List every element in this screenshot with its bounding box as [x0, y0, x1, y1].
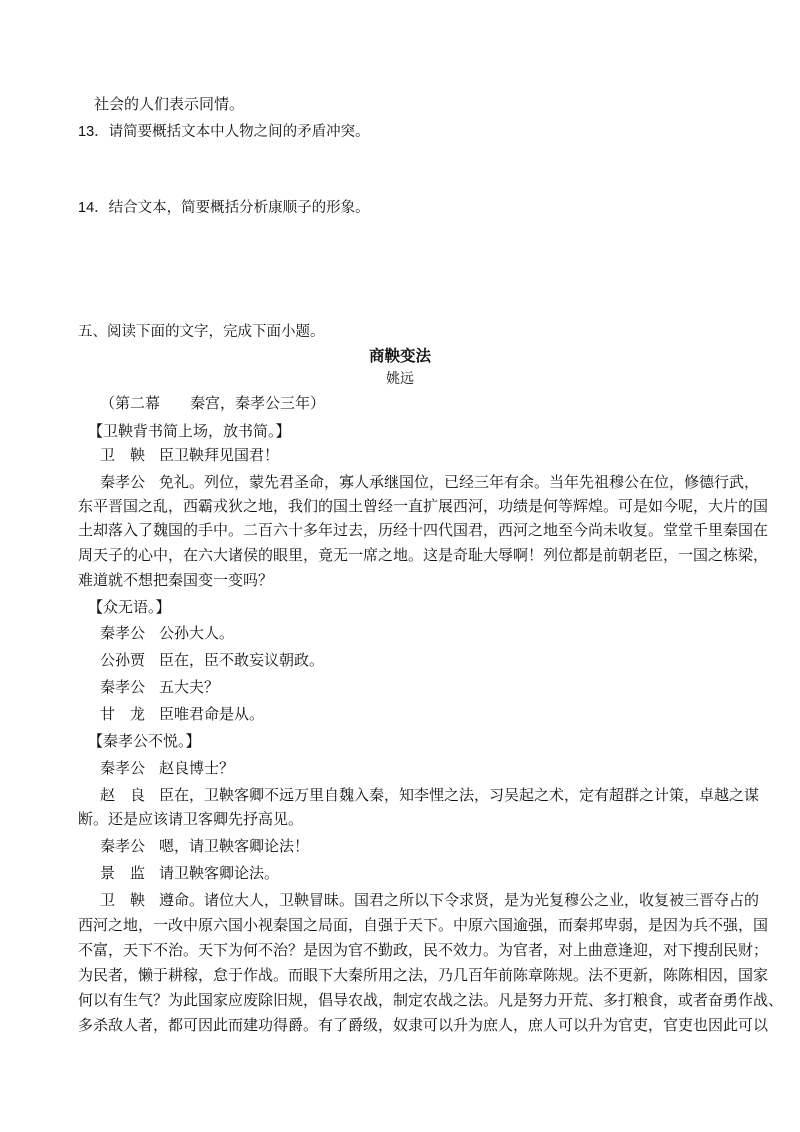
question-13: 13．请简要概括文本中人物之间的矛盾冲突。	[78, 124, 370, 140]
play-author: 姚远	[386, 371, 414, 387]
dialogue-text: 嗯，请卫鞅客卿论法！	[159, 837, 310, 855]
dialogue-text: 臣唯君命是从。	[159, 705, 265, 723]
speaker-name: 甘 龙	[100, 705, 146, 723]
dialogue-line	[100, 836, 309, 856]
dialogue-continuation: 多杀敌人者，都可因此而建功得爵。有了爵级，奴隶可以升为庶人，庶人可以升为官吏，官吏也因此可以	[78, 1016, 769, 1034]
dialogue-line	[100, 623, 234, 643]
dialogue-continuation: 为民者，懒于耕稼，怠于作战。而眼下大秦所用之法，乃几百年前陈章陈规。法不更新，陈陈相因，国家	[78, 966, 769, 984]
dialogue-line	[100, 677, 219, 697]
dialogue-text: 请卫鞅客卿论法。	[159, 864, 280, 882]
dialogue-text: 五大夫？	[159, 678, 220, 696]
dialogue-line	[100, 758, 234, 778]
continuation-line: 社会的人们表示同情。	[94, 95, 245, 113]
dialogue-text: 赵良博士？	[159, 759, 235, 777]
speaker-name: 秦孝公	[100, 473, 146, 491]
speaker-name: 公孙贾	[100, 651, 146, 669]
dialogue-continuation: 难道就不想把秦国变一变吗？	[78, 571, 274, 589]
dialogue-text: 公孙大人。	[159, 624, 235, 642]
dialogue-line	[100, 890, 759, 910]
stage-direction: 【卫鞅背书简上场，放书简。】	[88, 422, 291, 440]
dialogue-continuation: 土却落入了魏国的手中。二百六十多年过去，历经十四代国君，西河之地至今尚未收复。堂堂千里秦国在	[78, 521, 769, 539]
dialogue-continuation: 断。还是应该请卫客卿先抒高见。	[78, 810, 304, 828]
dialogue-line	[100, 863, 279, 883]
speaker-name: 卫 鞅	[100, 891, 146, 909]
speaker-name: 秦孝公	[100, 759, 146, 777]
dialogue-text: 遵命。诸位大人，卫鞅冒昧。国君之所以下令求贤，是为光复穆公之业，收复被三晋夺占的	[159, 891, 760, 909]
dialogue-text: 臣在，卫鞅客卿不远万里自魏入秦，知李悝之法，习吴起之术，定有超群之计策，卓越之谋	[159, 786, 760, 804]
dialogue-line	[100, 785, 759, 805]
dialogue-continuation: 西河之地，一改中原六国小视秦国之局面，自强于天下。中原六国逾强，而秦邦卑弱，是因为兵不强，国	[78, 916, 769, 934]
scene-heading: （第二幕 秦宫，秦孝公三年）	[100, 394, 326, 412]
section-heading: 五、阅读下面的文字，完成下面小题。	[78, 324, 325, 340]
dialogue-continuation: 周天子的心中，在六大诸侯的眼里，竟无一席之地。这是奇耻大辱啊！列位都是前朝老臣，一国之栋梁，	[78, 546, 769, 564]
play-title: 商鞅变法	[368, 347, 431, 365]
question-14: 14．结合文本，简要概括分析康顺子的形象。	[78, 200, 370, 216]
dialogue-line	[100, 704, 264, 724]
speaker-name: 秦孝公	[100, 624, 146, 642]
dialogue-continuation: 不富，天下不治。天下为何不治？是因为官不勤政，民不效力。为官者，对上曲意逢迎，对下搜刮民财；	[78, 941, 769, 959]
speaker-name: 卫 鞅	[100, 446, 146, 464]
dialogue-text: 臣在，臣不敢妄议朝政。	[159, 651, 325, 669]
stage-direction: 【众无语。】	[88, 598, 171, 616]
stage-direction: 【秦孝公不悦。】	[88, 732, 201, 750]
dialogue-continuation: 东平晋国之乱，西霸戎狄之地，我们的国土曾经一直扩展西河，功绩是何等辉煌。可是如今呢，大片的国	[78, 497, 769, 515]
dialogue-line	[100, 472, 759, 492]
dialogue-text: 免礼。列位，蒙先君圣命，寡人承继国位，已经三年有余。当年先祖穆公在位，修德行武，	[159, 473, 760, 491]
speaker-name: 赵 良	[100, 786, 146, 804]
dialogue-line	[100, 650, 324, 670]
speaker-name: 秦孝公	[100, 837, 146, 855]
dialogue-text: 臣卫鞅拜见国君！	[159, 446, 280, 464]
speaker-name: 秦孝公	[100, 678, 146, 696]
dialogue-line	[100, 445, 279, 465]
speaker-name: 景 监	[100, 864, 146, 882]
dialogue-continuation: 何以有生气？为此国家应废除旧规，倡导农战，制定农战之法。凡是努力开荒、多打粮食，或者奋勇作战、	[78, 991, 784, 1009]
